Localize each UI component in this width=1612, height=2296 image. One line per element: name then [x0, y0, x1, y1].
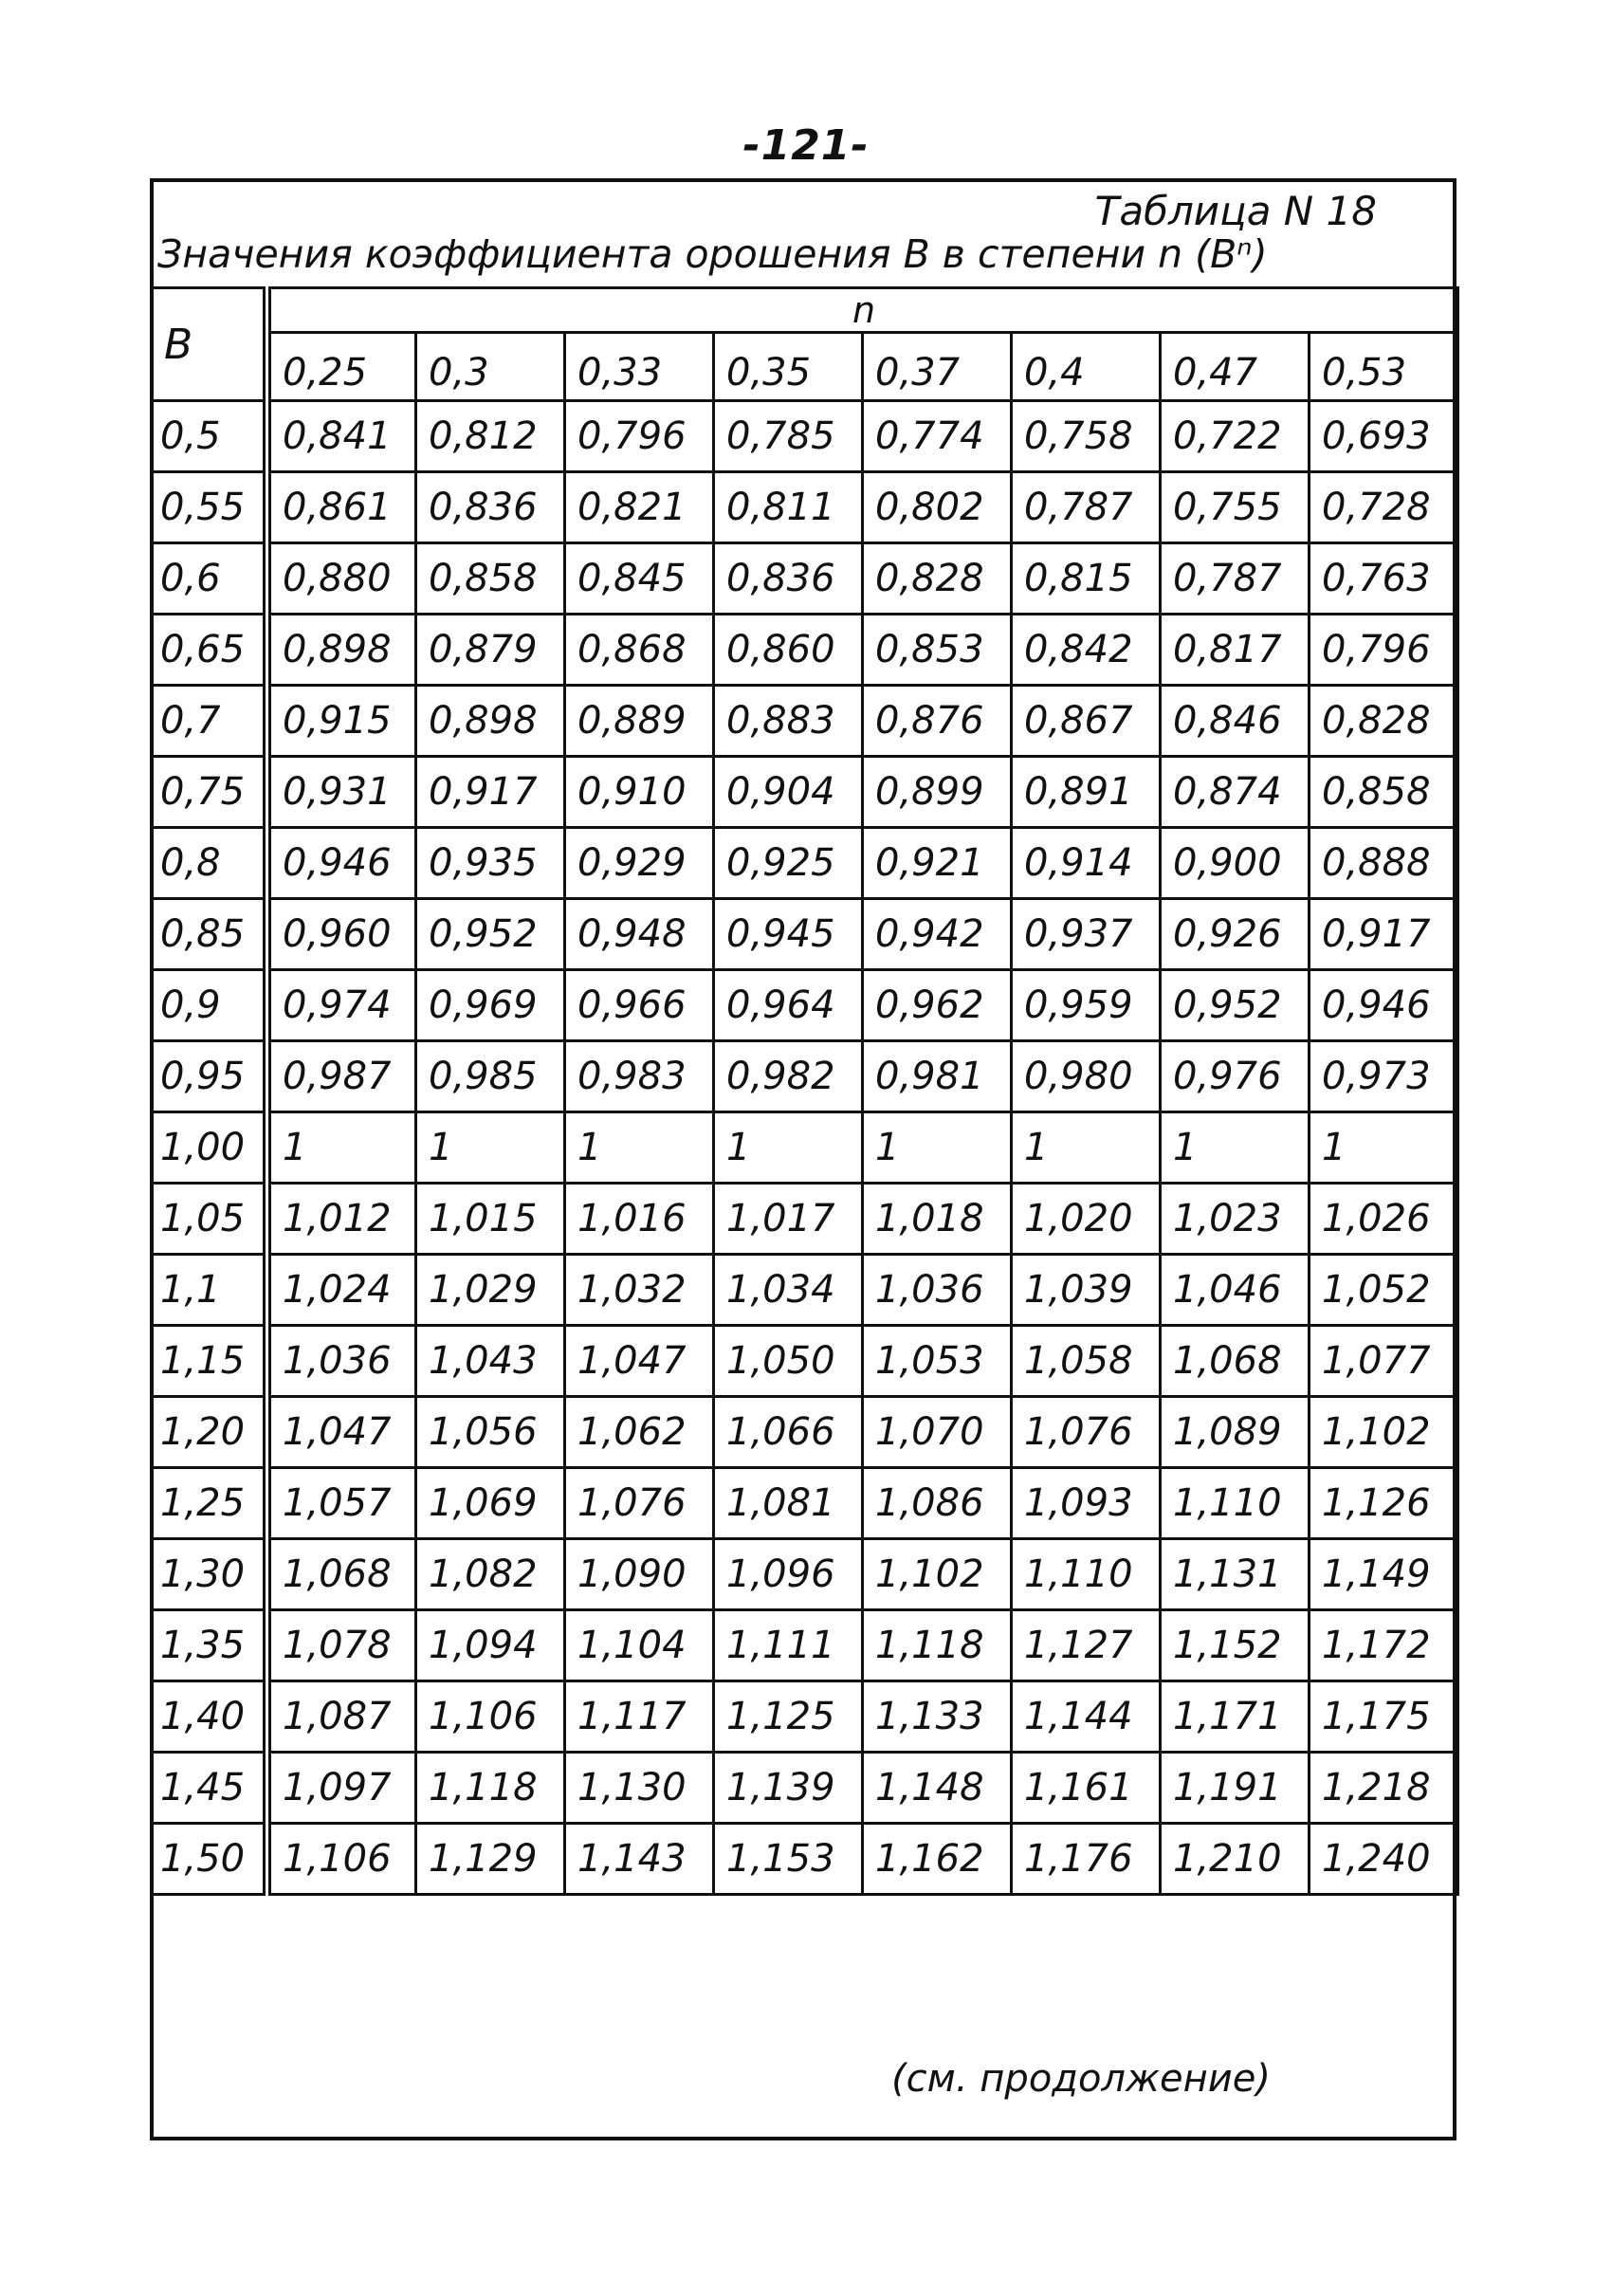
coefficient-cell: 0,845 [565, 543, 714, 615]
table-row [152, 1112, 1458, 1184]
table-row [152, 615, 1458, 686]
table-row [152, 1326, 1458, 1397]
coefficient-cell: 1,129 [416, 1824, 565, 1895]
coefficient-cell: 0,962 [863, 970, 1012, 1041]
b-value-cell: 1,05 [152, 1184, 267, 1255]
coefficient-cell: 1,076 [565, 1468, 714, 1539]
coefficient-table [150, 286, 1459, 2054]
coefficient-cell: 0,973 [1310, 1041, 1458, 1112]
coefficient-cell: 0,914 [1012, 828, 1161, 899]
coefficient-cell: 0,774 [863, 401, 1012, 472]
coefficient-cell: 1,118 [416, 1753, 565, 1824]
coefficient-cell: 1 [1012, 1112, 1161, 1184]
coefficient-cell: 0,964 [714, 970, 863, 1041]
coefficient-cell: 1,046 [1161, 1255, 1310, 1326]
coefficient-cell: 1,068 [267, 1539, 416, 1610]
coefficient-cell: 0,802 [863, 472, 1012, 543]
n-value-header: 0,35 [714, 333, 863, 401]
coefficient-cell: 0,926 [1161, 899, 1310, 970]
coefficient-cell: 0,985 [416, 1041, 565, 1112]
b-value-cell: 0,7 [152, 686, 267, 757]
coefficient-cell: 1,171 [1161, 1681, 1310, 1753]
coefficient-cell: 1,162 [863, 1824, 1012, 1895]
coefficient-cell: 0,945 [714, 899, 863, 970]
coefficient-cell: 1,093 [1012, 1468, 1161, 1539]
coefficient-cell: 1,082 [416, 1539, 565, 1610]
coefficient-cell: 1,130 [565, 1753, 714, 1824]
b-value-cell: 1,25 [152, 1468, 267, 1539]
b-value-cell: 0,6 [152, 543, 267, 615]
table-row [152, 757, 1458, 828]
coefficient-cell: 1,036 [863, 1255, 1012, 1326]
b-value-cell: 0,95 [152, 1041, 267, 1112]
coefficient-cell: 1 [267, 1112, 416, 1184]
coefficient-cell: 1,015 [416, 1184, 565, 1255]
coefficient-cell: 0,981 [863, 1041, 1012, 1112]
coefficient-cell: 1,026 [1310, 1184, 1458, 1255]
table-row [152, 1397, 1458, 1468]
table-row [152, 401, 1458, 472]
coefficient-cell: 0,796 [565, 401, 714, 472]
b-column-header: B [152, 288, 267, 401]
coefficient-cell: 1,125 [714, 1681, 863, 1753]
table-row [152, 1753, 1458, 1824]
coefficient-cell: 0,929 [565, 828, 714, 899]
coefficient-cell: 0,952 [416, 899, 565, 970]
coefficient-cell: 1,077 [1310, 1326, 1458, 1397]
coefficient-cell: 0,937 [1012, 899, 1161, 970]
b-value-cell: 0,85 [152, 899, 267, 970]
coefficient-cell: 0,948 [565, 899, 714, 970]
coefficient-cell: 0,828 [863, 543, 1012, 615]
coefficient-cell: 1,050 [714, 1326, 863, 1397]
coefficient-cell: 1,034 [714, 1255, 863, 1326]
b-value-cell: 1,15 [152, 1326, 267, 1397]
coefficient-cell: 1,218 [1310, 1753, 1458, 1824]
coefficient-cell: 1,069 [416, 1468, 565, 1539]
coefficient-cell: 1,068 [1161, 1326, 1310, 1397]
coefficient-cell: 1,024 [267, 1255, 416, 1326]
coefficient-cell: 0,874 [1161, 757, 1310, 828]
coefficient-cell: 0,758 [1012, 401, 1161, 472]
b-value-cell: 0,55 [152, 472, 267, 543]
coefficient-cell: 1,240 [1310, 1824, 1458, 1895]
coefficient-cell: 0,853 [863, 615, 1012, 686]
coefficient-cell: 1,081 [714, 1468, 863, 1539]
coefficient-cell: 0,898 [267, 615, 416, 686]
coefficient-cell: 1,176 [1012, 1824, 1161, 1895]
coefficient-cell: 0,841 [267, 401, 416, 472]
coefficient-cell: 1,175 [1310, 1681, 1458, 1753]
coefficient-cell: 0,900 [1161, 828, 1310, 899]
coefficient-cell: 1,106 [267, 1824, 416, 1895]
coefficient-cell: 1,043 [416, 1326, 565, 1397]
coefficient-cell: 1,110 [1161, 1468, 1310, 1539]
n-value-header: 0,3 [416, 333, 565, 401]
coefficient-cell: 0,787 [1012, 472, 1161, 543]
coefficient-cell: 1,056 [416, 1397, 565, 1468]
b-value-cell: 0,9 [152, 970, 267, 1041]
coefficient-cell: 1,172 [1310, 1610, 1458, 1681]
coefficient-cell: 1,029 [416, 1255, 565, 1326]
coefficient-cell: 1,111 [714, 1610, 863, 1681]
table-row [152, 1539, 1458, 1610]
table-number: Таблица N 18 [1094, 188, 1377, 234]
coefficient-cell: 0,915 [267, 686, 416, 757]
coefficient-cell: 1 [565, 1112, 714, 1184]
coefficient-cell: 1,039 [1012, 1255, 1161, 1326]
coefficient-cell: 0,858 [1310, 757, 1458, 828]
coefficient-cell: 0,821 [565, 472, 714, 543]
coefficient-cell: 0,891 [1012, 757, 1161, 828]
page-number: -121- [742, 121, 870, 170]
n-column-group-header: n [267, 288, 1458, 333]
coefficient-cell: 1,097 [267, 1753, 416, 1824]
coefficient-cell: 0,987 [267, 1041, 416, 1112]
table-row [152, 1041, 1458, 1112]
coefficient-cell: 0,946 [267, 828, 416, 899]
b-value-cell: 0,5 [152, 401, 267, 472]
coefficient-cell: 0,858 [416, 543, 565, 615]
coefficient-cell: 0,960 [267, 899, 416, 970]
footer-cell [152, 1895, 1458, 2054]
coefficient-cell: 0,925 [714, 828, 863, 899]
coefficient-cell: 0,976 [1161, 1041, 1310, 1112]
coefficient-cell: 1,047 [565, 1326, 714, 1397]
coefficient-cell: 1,117 [565, 1681, 714, 1753]
coefficient-cell: 0,876 [863, 686, 1012, 757]
coefficient-cell: 1,106 [416, 1681, 565, 1753]
coefficient-cell: 0,836 [416, 472, 565, 543]
b-value-cell: 1,1 [152, 1255, 267, 1326]
coefficient-cell: 0,904 [714, 757, 863, 828]
coefficient-cell: 1,102 [863, 1539, 1012, 1610]
b-value-cell: 0,65 [152, 615, 267, 686]
coefficient-cell: 0,861 [267, 472, 416, 543]
coefficient-cell: 1,126 [1310, 1468, 1458, 1539]
coefficient-cell: 1,032 [565, 1255, 714, 1326]
coefficient-cell: 0,728 [1310, 472, 1458, 543]
coefficient-cell: 1,096 [714, 1539, 863, 1610]
coefficient-cell: 1 [1161, 1112, 1310, 1184]
coefficient-cell: 0,693 [1310, 401, 1458, 472]
table-row [152, 1468, 1458, 1539]
table-body [152, 401, 1458, 2054]
coefficient-cell: 0,883 [714, 686, 863, 757]
coefficient-cell: 1,066 [714, 1397, 863, 1468]
coefficient-cell: 1 [863, 1112, 1012, 1184]
coefficient-cell: 1,062 [565, 1397, 714, 1468]
coefficient-cell: 0,828 [1310, 686, 1458, 757]
coefficient-cell: 0,898 [416, 686, 565, 757]
coefficient-cell: 0,817 [1161, 615, 1310, 686]
table-row [152, 1610, 1458, 1681]
coefficient-cell: 0,966 [565, 970, 714, 1041]
table-row [152, 1681, 1458, 1753]
table-row [152, 1824, 1458, 1895]
coefficient-cell: 1,058 [1012, 1326, 1161, 1397]
b-value-cell: 1,35 [152, 1610, 267, 1681]
table-row [152, 970, 1458, 1041]
coefficient-cell: 0,836 [714, 543, 863, 615]
coefficient-cell: 1,057 [267, 1468, 416, 1539]
table-row [152, 1184, 1458, 1255]
coefficient-cell: 1,070 [863, 1397, 1012, 1468]
coefficient-cell: 0,946 [1310, 970, 1458, 1041]
footer-row [152, 1895, 1458, 2054]
coefficient-cell: 1 [714, 1112, 863, 1184]
coefficient-cell: 0,942 [863, 899, 1012, 970]
coefficient-cell: 0,888 [1310, 828, 1458, 899]
coefficient-cell: 1,052 [1310, 1255, 1458, 1326]
coefficient-cell: 1,143 [565, 1824, 714, 1895]
header-row-n-values [152, 333, 1458, 401]
coefficient-cell: 0,815 [1012, 543, 1161, 615]
coefficient-cell: 1,153 [714, 1824, 863, 1895]
coefficient-cell: 0,974 [267, 970, 416, 1041]
coefficient-cell: 1,036 [267, 1326, 416, 1397]
coefficient-cell: 1,017 [714, 1184, 863, 1255]
coefficient-cell: 1,148 [863, 1753, 1012, 1824]
table-row [152, 828, 1458, 899]
coefficient-cell: 1,086 [863, 1468, 1012, 1539]
coefficient-cell: 0,921 [863, 828, 1012, 899]
coefficient-cell: 1,094 [416, 1610, 565, 1681]
coefficient-cell: 0,889 [565, 686, 714, 757]
coefficient-cell: 0,952 [1161, 970, 1310, 1041]
table-title: Значения коэффициента орошения B в степени n (Bⁿ) [157, 231, 1268, 277]
coefficient-cell: 0,860 [714, 615, 863, 686]
b-value-cell: 1,45 [152, 1753, 267, 1824]
coefficient-cell: 0,959 [1012, 970, 1161, 1041]
coefficient-cell: 1,078 [267, 1610, 416, 1681]
n-value-header: 0,4 [1012, 333, 1161, 401]
coefficient-cell: 1,161 [1012, 1753, 1161, 1824]
coefficient-cell: 0,811 [714, 472, 863, 543]
coefficient-cell: 0,763 [1310, 543, 1458, 615]
coefficient-cell: 1,127 [1012, 1610, 1161, 1681]
coefficient-cell: 0,787 [1161, 543, 1310, 615]
coefficient-cell: 1,023 [1161, 1184, 1310, 1255]
coefficient-cell: 0,867 [1012, 686, 1161, 757]
coefficient-cell: 1,090 [565, 1539, 714, 1610]
coefficient-cell: 1,016 [565, 1184, 714, 1255]
b-value-cell: 1,30 [152, 1539, 267, 1610]
table-caption [154, 182, 1453, 286]
coefficient-cell: 1,089 [1161, 1397, 1310, 1468]
coefficient-cell: 0,980 [1012, 1041, 1161, 1112]
coefficient-cell: 0,917 [1310, 899, 1458, 970]
coefficient-cell: 0,899 [863, 757, 1012, 828]
coefficient-cell: 1,020 [1012, 1184, 1161, 1255]
coefficient-cell: 0,846 [1161, 686, 1310, 757]
table-frame [150, 178, 1456, 2140]
coefficient-cell: 1,191 [1161, 1753, 1310, 1824]
coefficient-cell: 0,969 [416, 970, 565, 1041]
table-row [152, 472, 1458, 543]
coefficient-cell: 0,983 [565, 1041, 714, 1112]
coefficient-cell: 0,935 [416, 828, 565, 899]
coefficient-cell: 1,102 [1310, 1397, 1458, 1468]
coefficient-cell: 0,842 [1012, 615, 1161, 686]
coefficient-cell: 1,131 [1161, 1539, 1310, 1610]
n-value-header: 0,37 [863, 333, 1012, 401]
b-value-cell: 1,40 [152, 1681, 267, 1753]
n-value-header: 0,25 [267, 333, 416, 401]
coefficient-cell: 1,104 [565, 1610, 714, 1681]
coefficient-cell: 1 [1310, 1112, 1458, 1184]
coefficient-cell: 1,110 [1012, 1539, 1161, 1610]
n-value-header: 0,47 [1161, 333, 1310, 401]
coefficient-cell: 1 [416, 1112, 565, 1184]
table-row [152, 899, 1458, 970]
table-row [152, 1255, 1458, 1326]
b-value-cell: 1,50 [152, 1824, 267, 1895]
coefficient-cell: 0,880 [267, 543, 416, 615]
coefficient-cell: 1,118 [863, 1610, 1012, 1681]
header-row-n [152, 288, 1458, 333]
continuation-note: (см. продолжение) [891, 2057, 1271, 2101]
coefficient-cell: 0,931 [267, 757, 416, 828]
coefficient-cell: 1,149 [1310, 1539, 1458, 1610]
coefficient-cell: 0,722 [1161, 401, 1310, 472]
table-row [152, 543, 1458, 615]
coefficient-cell: 0,910 [565, 757, 714, 828]
coefficient-cell: 0,917 [416, 757, 565, 828]
n-value-header: 0,53 [1310, 333, 1458, 401]
coefficient-cell: 0,879 [416, 615, 565, 686]
b-value-cell: 0,75 [152, 757, 267, 828]
coefficient-cell: 1,053 [863, 1326, 1012, 1397]
coefficient-cell: 0,982 [714, 1041, 863, 1112]
coefficient-cell: 1,210 [1161, 1824, 1310, 1895]
coefficient-cell: 0,796 [1310, 615, 1458, 686]
b-value-cell: 1,20 [152, 1397, 267, 1468]
coefficient-cell: 0,785 [714, 401, 863, 472]
coefficient-cell: 1,133 [863, 1681, 1012, 1753]
coefficient-cell: 0,868 [565, 615, 714, 686]
coefficient-cell: 1,047 [267, 1397, 416, 1468]
coefficient-cell: 0,755 [1161, 472, 1310, 543]
coefficient-cell: 1,144 [1012, 1681, 1161, 1753]
table-row [152, 686, 1458, 757]
b-value-cell: 1,00 [152, 1112, 267, 1184]
b-value-cell: 0,8 [152, 828, 267, 899]
n-value-header: 0,33 [565, 333, 714, 401]
coefficient-cell: 1,152 [1161, 1610, 1310, 1681]
coefficient-cell: 1,018 [863, 1184, 1012, 1255]
coefficient-cell: 1,087 [267, 1681, 416, 1753]
coefficient-cell: 0,812 [416, 401, 565, 472]
coefficient-cell: 1,139 [714, 1753, 863, 1824]
coefficient-cell: 1,076 [1012, 1397, 1161, 1468]
coefficient-cell: 1,012 [267, 1184, 416, 1255]
